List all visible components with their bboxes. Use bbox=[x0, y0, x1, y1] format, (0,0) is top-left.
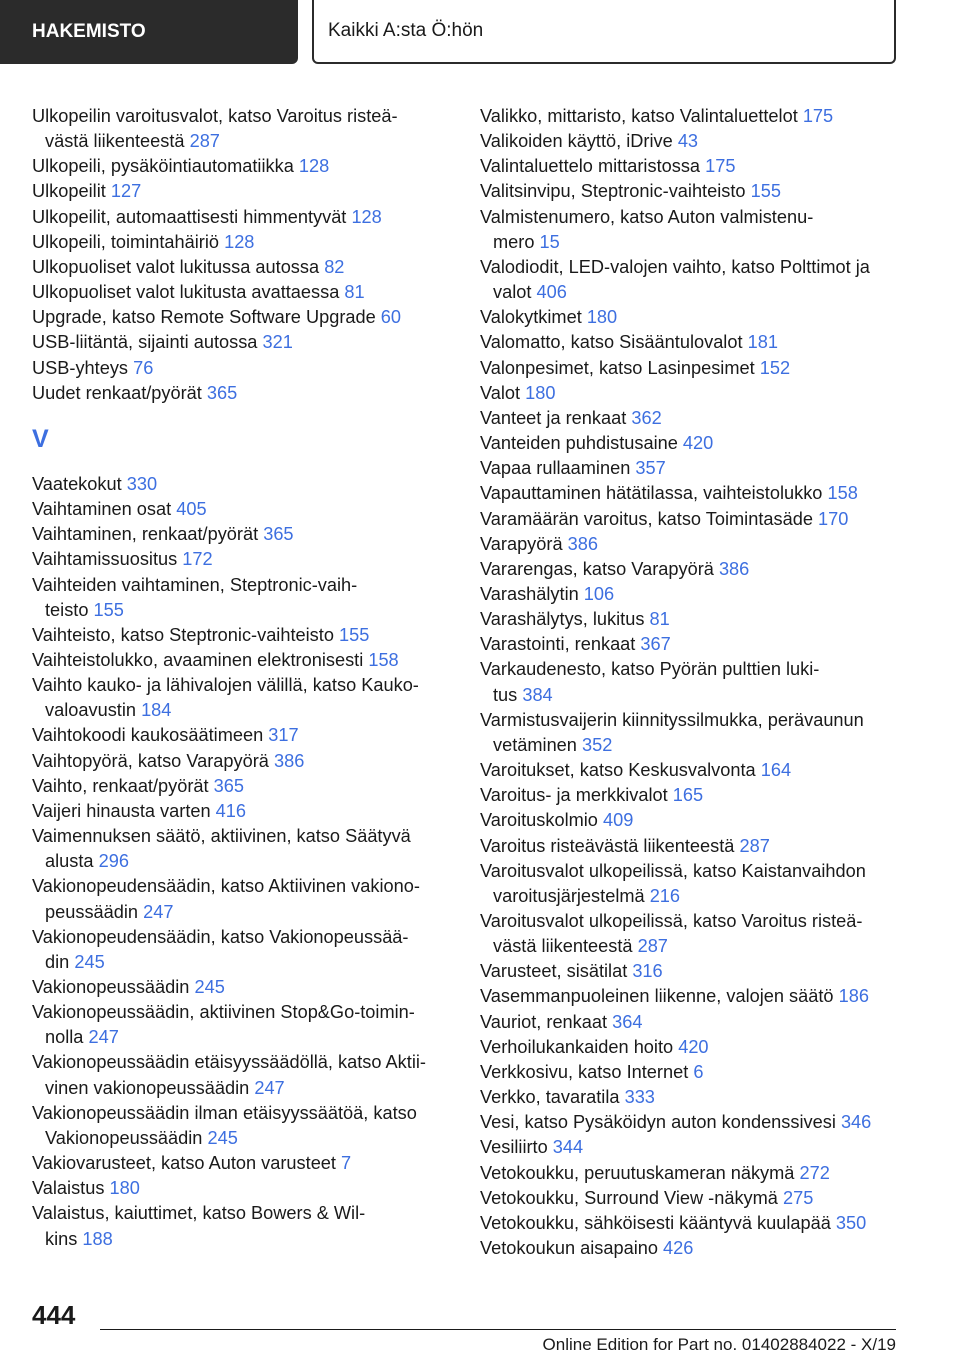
index-entry-text: Vapaa rullaaminen bbox=[480, 458, 631, 479]
index-entry bbox=[32, 381, 444, 406]
index-entry bbox=[480, 154, 900, 179]
index-entry-text: Ulkopeilin varoitusvalot, katso Varoitus risteä- bbox=[32, 106, 398, 126]
page-reference-link[interactable]: 420 bbox=[682, 433, 714, 454]
page-reference-link[interactable]: 43 bbox=[677, 131, 699, 152]
index-entry-text: Verkko, tavaratila bbox=[480, 1087, 620, 1108]
index-entry-text: peussäädin bbox=[45, 901, 139, 922]
index-group-u bbox=[32, 104, 444, 406]
page-reference-link[interactable]: 6 bbox=[693, 1061, 704, 1082]
index-entry bbox=[32, 648, 444, 673]
section-subtitle: Kaikki A:sta Ö:hön bbox=[312, 0, 896, 64]
page-reference-link[interactable]: 81 bbox=[344, 282, 365, 303]
index-entry bbox=[480, 1060, 900, 1085]
index-entry-text: Vaihteiden vaihtaminen, Steptronic-vaih- bbox=[32, 574, 358, 595]
page-reference-link[interactable]: 245 bbox=[194, 977, 225, 997]
index-entry bbox=[480, 381, 900, 406]
page-reference-link[interactable]: 175 bbox=[705, 156, 736, 177]
index-entry-text: Vetokoukku, Surround View -näkymä bbox=[480, 1187, 778, 1208]
page-number: 444 bbox=[32, 1300, 76, 1330]
page-reference-link[interactable]: 321 bbox=[262, 332, 293, 353]
index-entry bbox=[480, 1010, 900, 1035]
index-entry bbox=[480, 456, 900, 481]
index-entry bbox=[480, 305, 900, 330]
index-entry-text: teisto bbox=[45, 599, 89, 620]
index-entry-text: Vakiovarusteet, katso Auton varusteet bbox=[32, 1153, 336, 1174]
index-entry bbox=[32, 547, 444, 572]
index-entry-text: Ulkopeilit, automaattisesti himmentyvät bbox=[32, 206, 347, 227]
index-entry bbox=[480, 255, 900, 305]
index-entry bbox=[32, 522, 444, 547]
page-reference-link[interactable]: 287 bbox=[189, 131, 220, 152]
index-entry-text: Verkkosivu, katso Internet bbox=[480, 1061, 689, 1082]
page-reference-link[interactable]: 362 bbox=[631, 407, 662, 428]
page-reference-link[interactable]: 158 bbox=[368, 649, 399, 670]
page-reference-link[interactable]: 365 bbox=[213, 775, 245, 796]
page-reference-link[interactable]: 364 bbox=[612, 1011, 643, 1032]
page-reference-link[interactable]: 333 bbox=[624, 1087, 655, 1108]
index-entry-text: Valaistus, kaiuttimet, katso Bowers & Wil- bbox=[32, 1203, 366, 1224]
page-reference-link[interactable]: 405 bbox=[176, 499, 207, 520]
index-entry bbox=[480, 330, 900, 355]
index-entry bbox=[480, 1186, 900, 1211]
index-entry-text: varoitusjärjestelmä bbox=[493, 885, 645, 906]
index-entry-text: Varusteet, sisätilat bbox=[480, 961, 628, 982]
index-entry-text: Vakionopeussäädin etäisyyssäädöllä, katso Aktii- bbox=[32, 1052, 426, 1073]
index-entry-text: Valomatto, katso Sisääntulovalot bbox=[480, 332, 743, 353]
index-entry-text: Vesi, katso Pysäköidyn auton kondenssivesi bbox=[480, 1112, 836, 1133]
index-entry bbox=[480, 959, 900, 984]
index-entry-text: valoavustin bbox=[45, 700, 136, 721]
index-entry-text: Vetokoukku, sähköisesti kääntyvä kuulapää bbox=[480, 1212, 831, 1233]
page-reference-link[interactable]: 386 bbox=[273, 750, 305, 771]
index-entry-text: Vaihtaminen, renkaat/pyörät bbox=[32, 524, 259, 545]
page-reference-link[interactable]: 7 bbox=[341, 1153, 352, 1174]
index-entry bbox=[480, 632, 900, 657]
page-reference-link[interactable]: 247 bbox=[254, 1077, 285, 1098]
index-entry bbox=[32, 472, 444, 497]
index-entry-text: Vaihtopyörä, katso Varapyörä bbox=[32, 750, 269, 771]
index-entry-text: Vaatekokut bbox=[32, 473, 122, 494]
index-entry bbox=[32, 1000, 444, 1050]
index-column-right bbox=[480, 104, 900, 1261]
page-reference-link[interactable]: 409 bbox=[603, 810, 634, 831]
index-entry-text: Vauriot, renkaat bbox=[480, 1011, 608, 1032]
index-entry-text: Varashälytys, lukitus bbox=[480, 609, 645, 630]
index-entry bbox=[480, 481, 900, 506]
index-entry bbox=[480, 557, 900, 582]
index-entry-text: Vapauttaminen hätätilassa, vaihteistolukko bbox=[480, 483, 823, 504]
page-reference-link[interactable]: 181 bbox=[747, 332, 778, 353]
index-entry-text: Vaihteisto, katso Steptronic-vaihteisto bbox=[32, 624, 334, 645]
index-entry-text: Valonpesimet, katso Lasinpesimet bbox=[480, 357, 755, 378]
index-entry-text: västä liikenteestä bbox=[493, 936, 633, 957]
page-reference-link[interactable]: 175 bbox=[802, 106, 834, 126]
index-entry bbox=[32, 799, 444, 824]
index-entry-text: din bbox=[45, 951, 70, 972]
page-reference-link[interactable]: 406 bbox=[536, 282, 567, 303]
index-entry-text: nolla bbox=[45, 1027, 84, 1048]
index-entry bbox=[32, 230, 444, 255]
index-entry-text: Ulkopuoliset valot lukitusta avattaessa bbox=[32, 282, 340, 303]
index-group-v bbox=[32, 472, 444, 1252]
page-reference-link[interactable]: 186 bbox=[838, 986, 869, 1007]
page-reference-link[interactable]: 287 bbox=[637, 936, 668, 957]
index-entry bbox=[32, 280, 444, 305]
index-entry-text: Vanteet ja renkaat bbox=[480, 407, 627, 428]
index-entry bbox=[32, 104, 444, 154]
page-reference-link[interactable]: 155 bbox=[750, 181, 781, 202]
page-reference-link[interactable]: 81 bbox=[649, 609, 670, 630]
index-entry bbox=[480, 129, 900, 154]
index-entry bbox=[32, 673, 444, 723]
index-entry bbox=[32, 356, 444, 381]
index-entry bbox=[32, 1201, 444, 1251]
page-reference-link[interactable]: 184 bbox=[141, 700, 172, 721]
index-entry-text: Vakionopeussäädin, aktiivinen Stop&Go-toimin- bbox=[32, 1002, 415, 1023]
page-reference-link[interactable]: 344 bbox=[552, 1137, 584, 1158]
page-reference-link[interactable]: 82 bbox=[324, 256, 345, 277]
index-entry-text: Upgrade, katso Remote Software Upgrade bbox=[32, 307, 376, 328]
index-entry bbox=[32, 1101, 444, 1151]
index-entry-text: Vanteiden puhdistusaine bbox=[480, 433, 678, 454]
page-reference-link[interactable]: 317 bbox=[268, 725, 299, 746]
page-reference-link[interactable]: 350 bbox=[835, 1212, 867, 1233]
index-entry bbox=[32, 975, 444, 1000]
index-entry bbox=[32, 255, 444, 280]
page-reference-link[interactable]: 386 bbox=[567, 533, 598, 554]
index-entry-text: Varoitukset, katso Keskusvalvonta bbox=[480, 760, 756, 781]
index-entry-text: USB-liitäntä, sijainti autossa bbox=[32, 332, 258, 353]
page-reference-link[interactable]: 365 bbox=[206, 382, 238, 403]
index-entry-text: Varkaudenesto, katso Pyörän pulttien luki- bbox=[480, 659, 820, 680]
page-reference-link[interactable]: 247 bbox=[88, 1027, 119, 1048]
index-entry-text: Valikko, mittaristo, katso Valintaluettelot bbox=[480, 106, 798, 126]
index-entry-text: Uudet renkaat/pyörät bbox=[32, 382, 202, 403]
page-reference-link[interactable]: 247 bbox=[143, 901, 174, 922]
index-entry-text: Varapyörä bbox=[480, 533, 563, 554]
index-entry-text: Valmistenumero, katso Auton valmistenu- bbox=[480, 206, 814, 227]
page-reference-link[interactable]: 180 bbox=[586, 307, 618, 328]
page-reference-link[interactable]: 15 bbox=[539, 231, 560, 252]
index-entry bbox=[480, 607, 900, 632]
index-entry-text: USB-yhteys bbox=[32, 357, 129, 378]
index-entry-text: Varamäärän varoitus, katso Toimintasäde bbox=[480, 508, 813, 529]
index-entry bbox=[32, 723, 444, 748]
index-entry-text: Valikoiden käyttö, iDrive bbox=[480, 131, 673, 152]
index-entry-text: Vaihteistolukko, avaaminen elektronisesti bbox=[32, 649, 364, 670]
page-reference-link[interactable]: 386 bbox=[718, 558, 750, 579]
page-reference-link[interactable]: 128 bbox=[298, 156, 330, 177]
page-reference-link[interactable]: 245 bbox=[207, 1127, 238, 1148]
index-entry-text: Varmistusvaijerin kiinnityssilmukka, perävaunun bbox=[480, 709, 864, 730]
index-entry bbox=[480, 859, 900, 909]
index-entry-text: Vasemmanpuoleinen liikenne, valojen säätö bbox=[480, 986, 834, 1007]
page-reference-link[interactable]: 180 bbox=[109, 1178, 140, 1199]
index-entry-text: Vetokoukku, peruutuskameran näkymä bbox=[480, 1162, 795, 1183]
index-entry bbox=[480, 1161, 900, 1186]
page-reference-link[interactable]: 352 bbox=[581, 734, 613, 755]
section-tab[interactable]: HAKEMISTO bbox=[0, 0, 298, 64]
index-entry bbox=[32, 749, 444, 774]
index-entry-text: alusta bbox=[45, 851, 94, 872]
index-entry-text: mero bbox=[493, 231, 535, 252]
index-entry bbox=[32, 774, 444, 799]
index-entry bbox=[32, 824, 444, 874]
index-entry bbox=[480, 657, 900, 707]
page-reference-link[interactable]: 346 bbox=[840, 1112, 872, 1133]
index-entry-text: Vakionopeudensäädin, katso Vakionopeussää- bbox=[32, 926, 409, 947]
index-entry bbox=[32, 179, 444, 204]
index-entry bbox=[480, 431, 900, 456]
page-reference-link[interactable]: 106 bbox=[583, 583, 615, 604]
index-entry-text: Vaihtamissuositus bbox=[32, 549, 178, 570]
index-entry bbox=[480, 406, 900, 431]
index-entry bbox=[32, 925, 444, 975]
index-entry-text: tus bbox=[493, 684, 518, 705]
page-reference-link[interactable]: 155 bbox=[93, 599, 124, 620]
page-reference-link[interactable]: 155 bbox=[339, 624, 370, 645]
index-entry bbox=[32, 573, 444, 623]
index-entry bbox=[32, 623, 444, 648]
index-entry-text: Vaihto, renkaat/pyörät bbox=[32, 775, 209, 796]
index-entry bbox=[32, 154, 444, 179]
page-reference-link[interactable]: 365 bbox=[263, 524, 294, 545]
page-header bbox=[0, 0, 896, 64]
index-entry bbox=[480, 1211, 900, 1236]
index-entry-text: Varastointi, renkaat bbox=[480, 634, 636, 655]
index-entry-text: Vaihtaminen osat bbox=[32, 499, 172, 520]
page-reference-link[interactable]: 216 bbox=[649, 885, 681, 906]
index-entry-text: Vararengas, katso Varapyörä bbox=[480, 558, 714, 579]
index-entry bbox=[480, 1035, 900, 1060]
index-entry-text: Vesiliirto bbox=[480, 1137, 548, 1158]
index-entry bbox=[480, 783, 900, 808]
page-reference-link[interactable]: 357 bbox=[635, 458, 666, 479]
index-entry-text: Vaihtokoodi kaukosäätimeen bbox=[32, 725, 264, 746]
page-reference-link[interactable]: 152 bbox=[759, 357, 791, 378]
index-entry bbox=[480, 758, 900, 783]
page-reference-link[interactable]: 158 bbox=[827, 483, 858, 504]
index-entry-text: Valodiodit, LED-valojen vaihto, katso Polttimot ja bbox=[480, 256, 870, 277]
page-reference-link[interactable]: 245 bbox=[74, 951, 105, 972]
page-reference-link[interactable]: 188 bbox=[82, 1228, 113, 1249]
page-reference-link[interactable]: 367 bbox=[640, 634, 671, 655]
page-reference-link[interactable]: 127 bbox=[110, 181, 142, 202]
index-entry-text: kins bbox=[45, 1228, 78, 1249]
index-entry-text: Valintaluettelo mittaristossa bbox=[480, 156, 701, 177]
index-entry-text: Varoitusvalot ulkopeilissä, katso Kaistanvaihdon bbox=[480, 860, 866, 881]
index-entry-text: Vaimennuksen säätö, aktiivinen, katso Säätyvä bbox=[32, 826, 411, 847]
index-entry-text: Valot bbox=[480, 382, 521, 403]
index-entry bbox=[480, 1110, 900, 1135]
page-reference-link[interactable]: 384 bbox=[522, 684, 553, 705]
index-entry bbox=[480, 984, 900, 1009]
index-entry-text: Ulkopeili, pysäköintiautomatiikka bbox=[32, 156, 294, 177]
index-group-v-continued bbox=[480, 104, 900, 1261]
index-entry bbox=[480, 1085, 900, 1110]
page-reference-link[interactable]: 420 bbox=[678, 1036, 709, 1057]
page-reference-link[interactable]: 275 bbox=[782, 1187, 814, 1208]
index-entry bbox=[480, 1135, 900, 1160]
page-reference-link[interactable]: 330 bbox=[126, 473, 158, 494]
index-entry bbox=[32, 305, 444, 330]
index-entry-text: Valokytkimet bbox=[480, 307, 582, 328]
page-reference-link[interactable]: 60 bbox=[380, 307, 402, 328]
footer-divider bbox=[100, 1329, 896, 1330]
index-entry-text: Vakionopeudensäädin, katso Aktiivinen vakiono- bbox=[32, 876, 420, 897]
index-entry-text: Vaijeri hinausta varten bbox=[32, 800, 211, 821]
index-column-left bbox=[32, 104, 444, 1252]
index-entry bbox=[32, 330, 444, 355]
index-entry bbox=[480, 104, 900, 129]
index-entry-text: Varoitus- ja merkkivalot bbox=[480, 785, 668, 806]
index-entry-text: Valaistus bbox=[32, 1178, 105, 1199]
index-entry-text: Vetokoukun aisapaino bbox=[480, 1238, 658, 1259]
index-entry bbox=[480, 834, 900, 859]
page-reference-link[interactable]: 180 bbox=[525, 382, 556, 403]
index-letter-heading: V bbox=[32, 424, 49, 453]
index-entry-text: Ulkopuoliset valot lukitussa autossa bbox=[32, 256, 320, 277]
index-entry bbox=[480, 507, 900, 532]
page-reference-link[interactable]: 128 bbox=[224, 231, 255, 252]
index-entry-text: Valitsinvipu, Steptronic-vaihteisto bbox=[480, 181, 746, 202]
index-entry-text: vetäminen bbox=[493, 734, 577, 755]
index-entry-text: Ulkopeilit bbox=[32, 181, 106, 202]
page-reference-link[interactable]: 296 bbox=[98, 851, 129, 872]
page-reference-link[interactable]: 416 bbox=[215, 800, 247, 821]
page-reference-link[interactable]: 172 bbox=[182, 549, 213, 570]
page-reference-link[interactable]: 272 bbox=[799, 1162, 830, 1183]
index-entry bbox=[480, 532, 900, 557]
index-entry-text: Vakionopeussäädin bbox=[32, 977, 190, 997]
index-entry-text: vinen vakionopeussäädin bbox=[45, 1077, 250, 1098]
index-entry-text: Varashälytin bbox=[480, 583, 579, 604]
index-entry-text: västä liikenteestä bbox=[45, 131, 185, 152]
index-entry bbox=[480, 582, 900, 607]
page-reference-link[interactable]: 316 bbox=[632, 961, 663, 982]
index-entry-text: Varoitus risteävästä liikenteestä bbox=[480, 835, 735, 856]
index-entry-text: Verhoilukankaiden hoito bbox=[480, 1036, 674, 1057]
page-reference-link[interactable]: 165 bbox=[672, 785, 704, 806]
index-entry bbox=[480, 1236, 900, 1261]
index-entry bbox=[32, 1176, 444, 1201]
footer-edition-text: Online Edition for Part no. 01402884022 - X/19 bbox=[542, 1335, 896, 1354]
index-entry-text: Varoituskolmio bbox=[480, 810, 598, 831]
page-reference-link[interactable]: 287 bbox=[739, 835, 770, 856]
index-entry bbox=[480, 808, 900, 833]
page-reference-link[interactable]: 426 bbox=[663, 1238, 694, 1259]
index-entry bbox=[32, 1050, 444, 1100]
index-entry-text: Vaihto kauko- ja lähivalojen välillä, katso Kauko- bbox=[32, 675, 419, 696]
index-entry-text: Ulkopeili, toimintahäiriö bbox=[32, 231, 220, 252]
index-entry bbox=[480, 179, 900, 204]
index-entry-text: Vakionopeussäädin ilman etäisyyssäätöä, katso bbox=[32, 1102, 417, 1123]
page-reference-link[interactable]: 128 bbox=[351, 206, 382, 227]
index-entry-text: Vakionopeussäädin bbox=[45, 1127, 203, 1148]
index-entry bbox=[480, 356, 900, 381]
index-entry bbox=[480, 909, 900, 959]
index-entry bbox=[32, 205, 444, 230]
index-entry bbox=[32, 874, 444, 924]
index-entry bbox=[32, 497, 444, 522]
index-entry bbox=[480, 205, 900, 255]
index-entry-text: valot bbox=[493, 282, 532, 303]
index-entry bbox=[480, 708, 900, 758]
index-entry bbox=[32, 1151, 444, 1176]
page-reference-link[interactable]: 170 bbox=[818, 508, 849, 529]
index-entry-text: Varoitusvalot ulkopeilissä, katso Varoitus risteä- bbox=[480, 911, 863, 931]
page-reference-link[interactable]: 76 bbox=[133, 357, 154, 378]
page-reference-link[interactable]: 164 bbox=[760, 760, 792, 781]
